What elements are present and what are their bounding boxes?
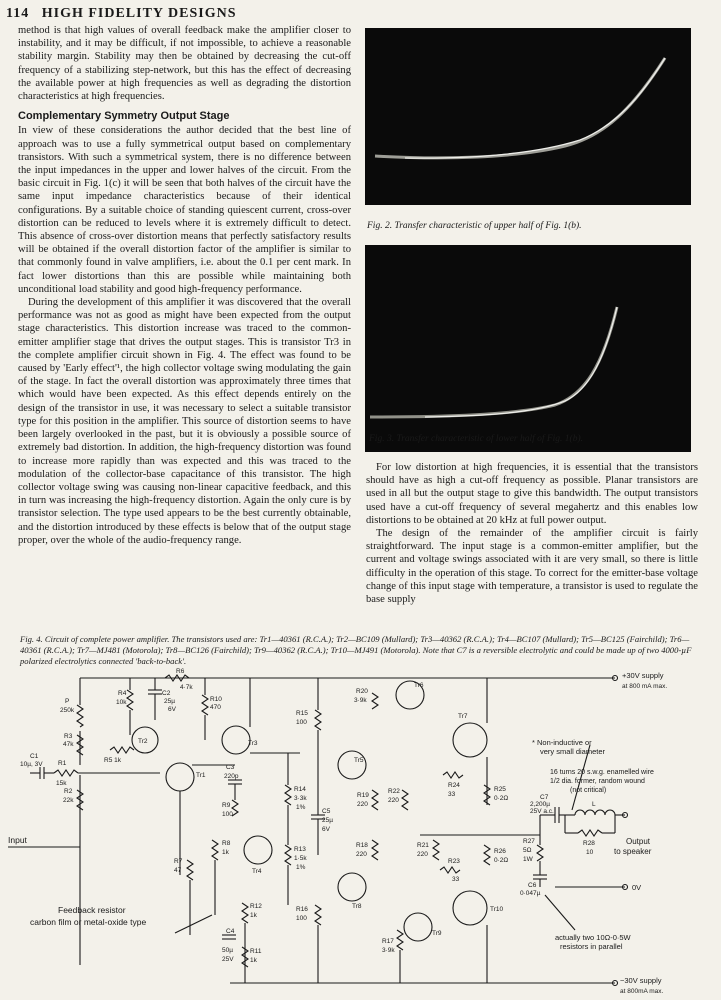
note-coil-1: 16 turns 20 s.w.g. enamelled wire bbox=[550, 769, 654, 776]
label-C4: C4 bbox=[226, 928, 235, 935]
label-P-val: 250k bbox=[60, 707, 75, 714]
section-heading: Complementary Symmetry Output Stage bbox=[18, 110, 230, 123]
label-R7-val: 47 bbox=[174, 867, 182, 874]
label-C7: C7 bbox=[540, 794, 549, 801]
note-coil-3: (not critical) bbox=[570, 787, 607, 794]
label-R4: R4 bbox=[118, 690, 127, 697]
label-R18: R18 bbox=[356, 842, 368, 849]
label-Tr4: Tr4 bbox=[252, 868, 262, 875]
label-R11-val: 1k bbox=[250, 957, 257, 964]
label-R23-val: 33 bbox=[452, 876, 460, 883]
input-label: Input bbox=[8, 835, 27, 845]
label-Tr2: Tr2 bbox=[138, 738, 148, 745]
label-R24-val: 33 bbox=[448, 791, 456, 798]
supply-pos-current: at 800 mA max. bbox=[622, 683, 668, 690]
label-C4-v: 25V bbox=[222, 956, 234, 963]
label-L: L bbox=[592, 801, 596, 808]
label-Tr6: Tr6 bbox=[414, 682, 424, 689]
fig3-photo bbox=[365, 245, 691, 452]
label-R13-tol: 1% bbox=[296, 864, 306, 871]
fig2-photo bbox=[365, 28, 691, 205]
label-R8-val: 1k bbox=[222, 849, 229, 856]
label-C6: C6 bbox=[528, 882, 537, 889]
label-R13: R13 bbox=[294, 846, 306, 853]
note-feedback-1: Feedback resistor bbox=[58, 905, 126, 915]
body-paragraph-2: During the development of this amplifier it was discovered that the overall performance was not as good as might have been expected from the output stage characteristics. This distortion increase was traced to the common-emitter amplifier stage that drives the output stages. This is transistor Tr3 in the complete amplifier circuit shown in Fig. 4. The effect was found to be caused by 'Early effect'¹, the high collector voltage swing modulating the gain of the stage. In fact the overall distortion was approximately three times that which would have been expected. As this effect depends entirely on the design of the transistor in use, it was necessary to select a suitable transistor type for this position in the amplifier. This source of distortion seems to have been largely overlooked in the past, but it is obviously a possible source of extremely bad distortion. In addition, the high-frequency distortion was found to increase more rapidly than was expected and this was traced to the modulation of the collector-base capacitance of this transistor. The high collector voltage swing was causing non-linear capacitive feedback, and this in turn was increasing the high-frequency distortion. Again the only cure is by transistor selection. The type used appears to be the best currently obtainable, and the distortion introduced by these effects is below that of the output stage proper, over the whole of the audio-frequency range. bbox=[18, 297, 351, 546]
label-C3: C3 bbox=[226, 764, 235, 771]
label-R3: R3 bbox=[64, 733, 73, 740]
page-header bbox=[6, 6, 706, 24]
label-C6-val: 0·047µ bbox=[520, 890, 541, 897]
label-C1: C1 bbox=[30, 753, 39, 760]
amplifier-schematic bbox=[0, 665, 721, 1000]
body-paragraph-1: In view of these considerations the author decided that the best line of approach was to use a fully symmetrical output based on complementary transistors. With such a symmetrical system, there is no difference between the input impedances in the upper and lower halves of the circuit. From the basic circuit in Fig. 1(c) it will be seen that both halves of the circuit have the same input impedance characteristics because of their identical configurations. By a suitable choice of standing quiescent current, cross-over distortion can be reduced to levels where it is extremely difficult to detect. This absence of cross-over distortion means that perfectly satisfactory results will be obtained if the overall distortion factor of the amplifier is similar to that commonly found in valve amplifiers, i.e. about the 0.1 per cent mark. In fact lower distortions than this are possible while maintaining both unconditional load stability and good high-frequency performance. bbox=[18, 125, 351, 295]
label-R17: R17 bbox=[382, 938, 394, 945]
label-Tr10: Tr10 bbox=[490, 906, 504, 913]
label-R23: R23 bbox=[448, 858, 460, 865]
label-R1-val: 15k bbox=[56, 780, 67, 787]
label-C1-val: 10µ, 3V bbox=[20, 761, 43, 768]
note-r25-2: resistors in parallel bbox=[560, 942, 623, 951]
supply-neg-current: at 800mA max. bbox=[620, 988, 664, 995]
label-R26: R26 bbox=[494, 848, 506, 855]
left-column bbox=[18, 24, 351, 547]
label-C7-v: 25V a.c. bbox=[530, 808, 554, 815]
label-R7: R7 bbox=[174, 858, 183, 865]
fig2-caption: Fig. 2. Transfer characteristic of upper half of Fig. 1(b). bbox=[367, 221, 582, 231]
label-Tr1: Tr1 bbox=[196, 772, 206, 779]
label-C2-val: 25µ bbox=[164, 698, 175, 705]
label-C3-val: 220p bbox=[224, 773, 239, 780]
label-R10-val: 470 bbox=[210, 704, 221, 711]
label-R1: R1 bbox=[58, 760, 67, 767]
label-R25: R25 bbox=[494, 786, 506, 793]
label-C2: C2 bbox=[162, 690, 171, 697]
label-R14: R14 bbox=[294, 786, 306, 793]
running-title: HIGH FIDELITY DESIGNS bbox=[41, 6, 237, 21]
label-R6: R6 bbox=[176, 668, 185, 675]
label-R27: R27 bbox=[523, 838, 535, 845]
label-R14-val: 3·3k bbox=[294, 795, 307, 802]
right-paragraph-1: For low distortion at high frequencies, it is essential that the transistors should have as high a cut-off frequency as possible. Planar transistors are used in all but the output stage to give this bandwidth. The output transistors used have a cut-off frequency of several megahertz and this enables low distortions to be obtained at 20 kHz at full power output. bbox=[366, 462, 698, 526]
label-C5-v: 6V bbox=[322, 826, 330, 833]
label-R13-val: 1·5k bbox=[294, 855, 307, 862]
label-R3-val: 47k bbox=[63, 741, 74, 748]
label-R5: R5 1k bbox=[104, 757, 121, 764]
label-R9: R9 bbox=[222, 802, 231, 809]
intro-paragraph: method is that high values of overall feedback make the amplifier closer to instability, and it may be difficult, if not impossible, to achieve a reasonable stability margin. Stability may then be obtained by decreasing the cut-off frequency of a stabilizing step-network, but this has the effect of decreasing the available power at high frequencies as well as degrading the distortion characteristics at high frequencies. bbox=[18, 25, 351, 103]
label-Tr8: Tr8 bbox=[352, 903, 362, 910]
label-R21-val: 220 bbox=[417, 851, 428, 858]
label-C5-val: 25µ bbox=[322, 817, 333, 824]
label-R15-val: 100 bbox=[296, 719, 307, 726]
label-R21: R21 bbox=[417, 842, 429, 849]
page-number: 114 bbox=[6, 6, 30, 21]
label-R16: R16 bbox=[296, 906, 308, 913]
label-R28: R28 bbox=[583, 840, 595, 847]
label-R2-val: 22k bbox=[63, 797, 74, 804]
right-paragraph-2: The design of the remainder of the amplifier circuit is fairly straightforward. The input stage is a common-emitter amplifier, but the current and voltage swings associated with it are very small, so there is little difficulty in the operation of this stage. To correct for the emitter-base voltage change of this input stage with temperature, a transistor is used to regulate the base supply bbox=[366, 528, 698, 606]
label-C7-val: 2,200µ bbox=[530, 801, 551, 808]
note-coil-2: 1/2 dia. former, random wound bbox=[550, 778, 645, 785]
fig3-caption: Fig. 3. Transfer characteristic of lower half of Fig. 1(b). bbox=[369, 434, 584, 444]
label-Tr7: Tr7 bbox=[458, 713, 468, 720]
label-C2-v: 6V bbox=[168, 706, 176, 713]
note-noninductive: * Non-inductive or bbox=[532, 738, 592, 747]
label-R24: R24 bbox=[448, 782, 460, 789]
right-column bbox=[366, 461, 698, 606]
label-R28-val: 10 bbox=[586, 849, 594, 856]
label-R16-val: 100 bbox=[296, 915, 307, 922]
label-Tr3: Tr3 bbox=[248, 740, 258, 747]
label-R14-tol: 1% bbox=[296, 804, 306, 811]
label-R11: R11 bbox=[250, 948, 262, 955]
label-R20: R20 bbox=[356, 688, 368, 695]
label-R4-val: 10k bbox=[116, 699, 127, 706]
label-R9-val: 100 bbox=[222, 811, 233, 818]
supply-pos-label: +30V supply bbox=[622, 671, 664, 680]
label-R27-w: 1W bbox=[523, 856, 533, 863]
label-R12: R12 bbox=[250, 903, 262, 910]
output-label: Output bbox=[626, 837, 651, 846]
label-R18-val: 220 bbox=[356, 851, 367, 858]
label-R19: R19 bbox=[357, 792, 369, 799]
label-Tr9: Tr9 bbox=[432, 930, 442, 937]
label-C4-val: 50µ bbox=[222, 947, 233, 954]
label-R22-val: 220 bbox=[388, 797, 399, 804]
label-R17-val: 3·9k bbox=[382, 947, 395, 954]
label-R15: R15 bbox=[296, 710, 308, 717]
label-R8: R8 bbox=[222, 840, 231, 847]
label-R26-val: 0·2Ω bbox=[494, 857, 509, 864]
label-R2: R2 bbox=[64, 788, 73, 795]
fig4-caption: Fig. 4. Circuit of complete power amplifier. The transistors used are: Tr1—40361 (R.C.A.); Tr2—BC109 (Mullard); Tr3—40362 (R.C.A.); Tr4—BC107 (Mullard); Tr5—BC125 (Fairchild); Tr6—40361 (R.C.A.); Tr7—MJ481 (Motorola); Tr8—BC126 (Fairchild); Tr9—40362 (R.C.A.); Tr10—MJ491 (Motorola). Note that C7 is a reversible electrolytic and could be made up of two 4000-µF polarized electrolytics connected 'back-to-back'. bbox=[20, 634, 692, 666]
label-R22: R22 bbox=[388, 788, 400, 795]
label-R27-val: 5Ω bbox=[523, 847, 532, 854]
output-label-2: to speaker bbox=[614, 847, 652, 856]
note-noninductive-2: very small diameter bbox=[540, 747, 606, 756]
label-R6-val: 4·7k bbox=[180, 684, 193, 691]
label-R20-val: 3·9k bbox=[354, 697, 367, 704]
note-feedback-2: carbon film or metal-oxide type bbox=[30, 917, 147, 927]
note-r25-1: actually two 10Ω-0·5W bbox=[555, 933, 631, 942]
supply-neg-label: −30V supply bbox=[620, 976, 662, 985]
label-R12-val: 1k bbox=[250, 912, 257, 919]
label-R25-val: 0·2Ω bbox=[494, 795, 509, 802]
label-Tr5: Tr5 bbox=[354, 757, 364, 764]
label-R19-val: 220 bbox=[357, 801, 368, 808]
ground-label: 0V bbox=[632, 883, 642, 892]
label-R10: R10 bbox=[210, 696, 222, 703]
label-P: P bbox=[65, 698, 70, 705]
label-C5: C5 bbox=[322, 808, 331, 815]
